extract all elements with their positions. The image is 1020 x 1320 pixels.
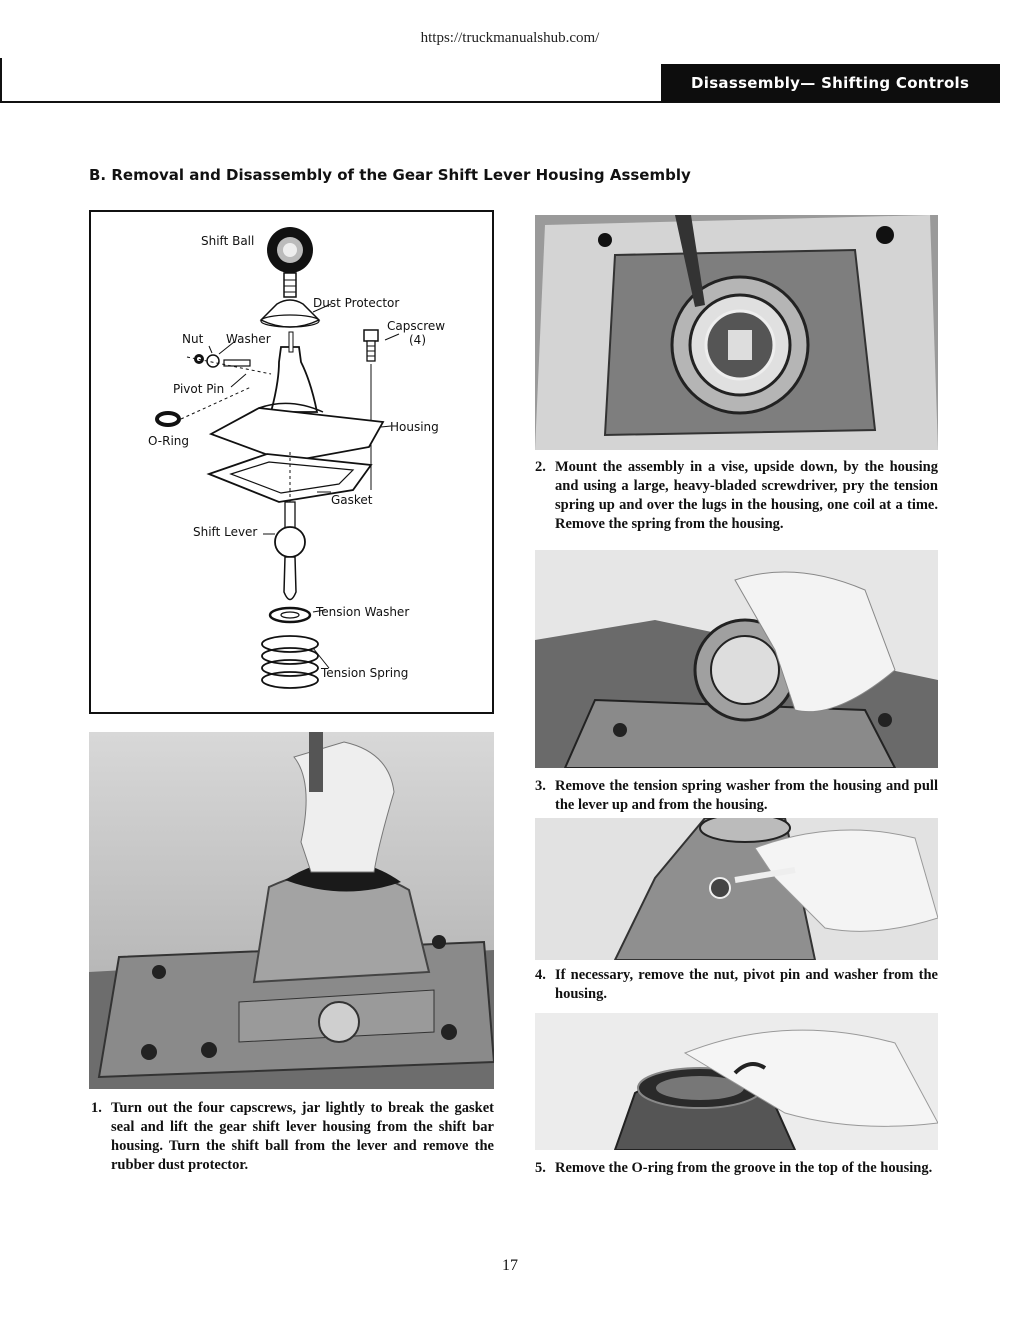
label-shift-ball: Shift Ball	[201, 234, 255, 248]
step-5-text: Remove the O-ring from the groove in the top of the housing.	[555, 1160, 933, 1176]
label-capscrew-count: (4)	[409, 333, 426, 347]
header-left-edge	[0, 58, 2, 103]
step-1-text: Turn out the four capscrews, jar lightly to break the gasket seal and lift the gear shift lever housing from the shift bar housing. Turn the shift ball from the lever and remove the rubber dust protector.	[111, 1100, 494, 1173]
step-3-text: Remove the tension spring washer from the housing and pull the lever up and from the housing.	[555, 778, 938, 813]
step-5-caption	[535, 1159, 938, 1178]
label-gasket: Gasket	[331, 493, 373, 507]
photo-step-4	[535, 818, 938, 960]
step-2-caption	[535, 458, 938, 534]
source-url: https://truckmanualshub.com/	[420, 30, 600, 46]
step-3-caption	[535, 777, 938, 815]
section-title: B. Removal and Disassembly of the Gear Shift Lever Housing Assembly	[89, 166, 691, 184]
label-o-ring: O-Ring	[148, 434, 190, 448]
page-number: 17	[502, 1257, 518, 1274]
step-2-text: Mount the assembly in a vise, upside down, by the housing and using a large, heavy-bladed screwdriver, pry the tension spring up and over the lugs in the housing, one coil at a time. Remove the spring from the housing.	[555, 459, 938, 532]
step-4-caption	[535, 966, 938, 1004]
step-5-number: 5.	[535, 1160, 546, 1176]
label-nut: Nut	[182, 332, 204, 346]
label-tension-spring: Tension Spring	[321, 666, 409, 680]
step-4-number: 4.	[535, 967, 546, 983]
label-shift-lever: Shift Lever	[193, 525, 258, 539]
chapter-banner	[661, 64, 1000, 102]
label-tension-washer: Tension Washer	[316, 605, 410, 619]
photo-step-1	[89, 732, 494, 1089]
step-1-number: 1.	[91, 1100, 102, 1116]
chapter-banner-text: Disassembly— Shifting Controls	[691, 74, 970, 92]
exploded-diagram	[89, 210, 494, 714]
step-3-number: 3.	[535, 778, 546, 794]
label-dust-protector: Dust Protector	[313, 296, 400, 310]
photo-step-5	[535, 1013, 938, 1150]
step-2-number: 2.	[535, 459, 546, 475]
step-4-text: If necessary, remove the nut, pivot pin and washer from the housing.	[555, 967, 938, 1002]
photo-step-3	[535, 550, 938, 768]
photo-step-2	[535, 215, 938, 450]
label-capscrew: Capscrew	[387, 319, 446, 333]
label-pivot-pin: Pivot Pin	[173, 382, 225, 396]
step-1-caption	[91, 1099, 494, 1175]
exploded-diagram-drawing	[91, 212, 492, 712]
label-washer: Washer	[226, 332, 271, 346]
label-housing: Housing	[390, 420, 439, 434]
